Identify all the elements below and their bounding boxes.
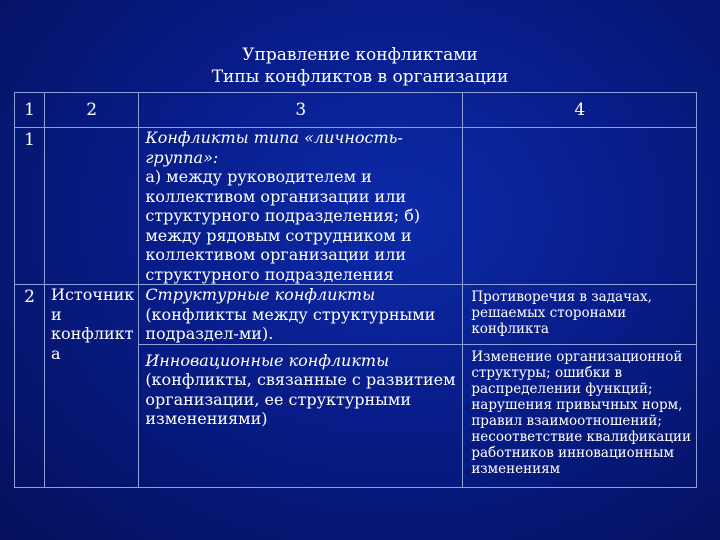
description-cell: Противоречия в задачах, решаемых сторонами конфликта (463, 285, 697, 345)
table-header-row (15, 93, 697, 128)
type-title: Конфликты типа «личность-группа»: (145, 128, 403, 167)
description-cell: Изменение организационной структуры; ошибки в распределении функций; нарушения привычных норм, правил взаимоотношений; несоответствие квалификации работников инновационным изменениям (463, 344, 697, 487)
type-title: Инновационные конфликты (145, 350, 390, 370)
header-cell-2: 2 (45, 93, 139, 128)
row-number: 1 (15, 128, 45, 285)
conflict-types-table (14, 92, 697, 488)
title-line-2: Типы конфликтов в организации (211, 67, 509, 87)
type-title: Структурные конфликты (145, 285, 376, 304)
slide-title (140, 44, 580, 88)
table-row (15, 285, 697, 345)
type-body: (конфликты между структурными подраздел-ми). (145, 304, 436, 343)
type-cell (139, 285, 463, 345)
type-cell (139, 344, 463, 487)
title-line-1: Управление конфликтами (242, 45, 478, 65)
row-number: 2 (15, 285, 45, 488)
header-cell-3: 3 (139, 93, 463, 128)
description-cell (463, 128, 697, 285)
type-body: (конфликты, связанные с развитием организации, ее структурными изменениями) (145, 370, 456, 428)
source-cell (45, 128, 139, 285)
table-row (15, 128, 697, 285)
header-cell-1: 1 (15, 93, 45, 128)
type-body: а) между руководителем и коллективом организации или структурного подразделения; б) между рядовым сотрудником и коллективом организации или структурного подразделения (145, 167, 421, 284)
source-cell: Источник и конфликт а (45, 285, 139, 488)
type-cell (139, 128, 463, 285)
header-cell-4: 4 (463, 93, 697, 128)
